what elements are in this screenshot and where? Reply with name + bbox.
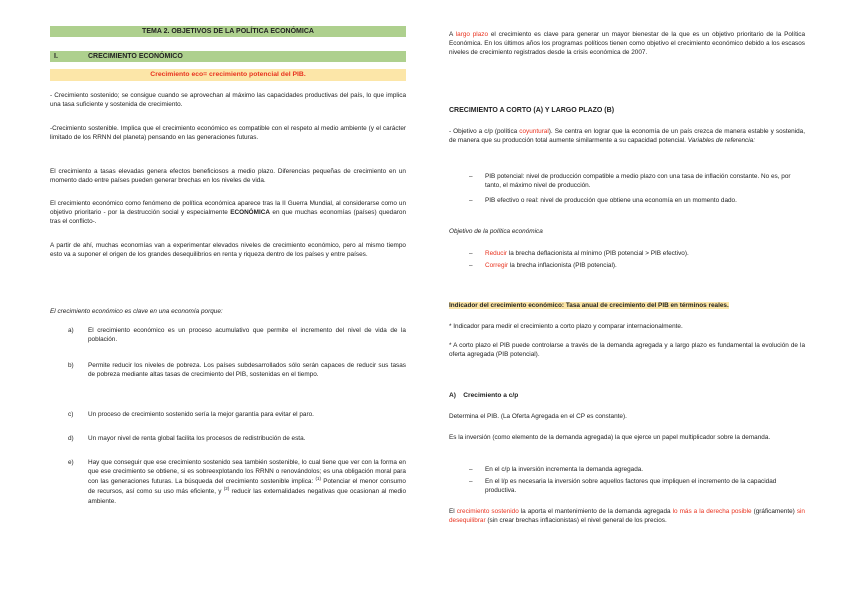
highlight-text: Corregir: [485, 262, 509, 269]
paragraph-sostenible: -Crecimiento sostenible. Implica que el crecimiento económico es compatible con el respeto al medio ambiente (y el carácter limitado de los RRNN del planeta) pensando en las generaciones futuras.: [50, 125, 406, 142]
text: A: [449, 31, 456, 38]
list-marker: c): [68, 411, 74, 418]
list-text: [485, 249, 803, 258]
list-text: [88, 458, 406, 506]
list-text: PIB efectivo o real: nivel de producción que obtiene una economía en un momento dado.: [485, 197, 737, 204]
list-text: Un proceso de crecimiento sostenido sería la mejor garantía para evitar el paro.: [88, 411, 314, 418]
subheading-text: Crecimiento a c/p: [463, 392, 519, 399]
list-marker: b): [68, 362, 74, 369]
highlight-text: crecimiento sostenido: [456, 508, 519, 515]
text: el crecimiento es clave para generar un mayor bienestar de la que es un objetivo prioritario de la Política Económica. En los últimos años los programas políticos tienen como objetivo el crecimiento económico debido a los escasos niveles de crecimiento registrados desde la crisis económica de 2007.: [449, 31, 806, 57]
list-text: Un mayor nivel de renta global facilita los procesos de redistribución de esta.: [88, 435, 306, 442]
text: en que muchas economías (países) quedaron tras el conflicto-.: [50, 209, 407, 226]
paragraph-inversion: Es la inversión (como elemento de la demanda agregada) la que ejerce un papel multiplicador sobre la demanda.: [449, 434, 771, 441]
text: la brecha inflacionista (PIB potencial).: [508, 262, 617, 269]
highlight-text: Indicador del crecimiento económico: Tasa anual de crecimiento del PIB en términos reales.: [449, 302, 729, 309]
highlight-text: coyuntural: [519, 128, 549, 135]
section-title: CRECIMIENTO ECONÓMICO: [88, 53, 183, 60]
paragraph-guerra: [50, 199, 406, 226]
text: (gráficamente): [751, 508, 797, 515]
list-marker: –: [469, 466, 473, 473]
list-text: El crecimiento económico es un proceso acumulativo que permite el incremento del nivel de vida de la población.: [88, 327, 406, 344]
objective-label: Objetivo de la política económica: [449, 228, 543, 235]
paragraph-largo-plazo: [449, 30, 805, 57]
list-marker: –: [469, 197, 473, 204]
subheading-marker: A): [449, 392, 456, 399]
superscript: (1): [315, 476, 321, 482]
bold-text: ECONÓMICA: [230, 209, 270, 217]
highlight-text: largo plazo: [455, 31, 489, 38]
section-number: I.: [54, 53, 58, 60]
text: la aporta el mantenimiento de la demanda agregada: [518, 508, 673, 515]
list-text: PIB potencial: nivel de producción compatible a medio plazo con una tasa de inflación constante. No es, por tanto, el máximo nivel de producción.: [485, 173, 791, 190]
highlight-text: lo más a la derecha posible: [672, 508, 752, 515]
paragraph-clave: El crecimiento económico es clave en una economía porque:: [50, 308, 223, 315]
paragraph-sostenido: - Crecimiento sostenido; se consigue cuando se aprovechan al máximo las capacidades productivas del país, lo que implica una tasa suficiente y sostenida de crecimiento.: [50, 92, 406, 109]
section-header: [50, 51, 406, 62]
list-text: En el l/p es necesaria la inversión sobre aquellos factores que impliquen el incremento de la capacidad productiva.: [485, 478, 777, 495]
list-text: Permite reducir los niveles de pobreza. Los países subdesarrollados sólo serán capaces de reducir sus tasas de pobreza mediante altas tasas de crecimiento del PIB, sostenidas en el tiempo.: [88, 362, 406, 379]
subtitle-highlight: Crecimiento eco= crecimiento potencial del PIB.: [50, 69, 406, 81]
heading-corto-largo: CRECIMIENTO A CORTO (A) Y LARGO PLAZO (B): [449, 107, 615, 114]
text: El crecimiento económico como fenómeno de política económica aparece tras la II Guerra Mundial, al considerarse como un objetivo prioritario - por la destrucción social y especialmente: [50, 200, 406, 217]
text: reducir las externalidades negativas que ocasionan al medio ambiente.: [88, 488, 407, 505]
text: Hay que conseguir que ese crecimiento sostenido sea también sostenible, lo cual tiene que ver con la forma en que ese crecimiento se obtiene, si es sobreexplotando los RRNN o renovándolos; es una obligación moral para con las generaciones futuras. La búsqueda del crecimiento sostenible implica:: [88, 459, 406, 486]
paragraph-desequilibrios: A partir de ahí, muchas economías van a experimentar elevados niveles de crecimiento económico, pero al mismo tiempo esto va a suponer el origen de los grandes desequilibrios en renta y riqueza dentro de los países y entre países.: [50, 242, 406, 259]
paragraph-corto-plazo: * A corto plazo el PIB puede controlarse a través de la demanda agregada y a largo plazo es fundamental la evolución de la oferta agregada (PIB potencial).: [449, 342, 805, 359]
list-text: En el c/p la inversión incrementa la demanda agregada.: [485, 466, 644, 473]
list-marker: d): [68, 435, 74, 442]
list-marker: e): [68, 459, 74, 466]
list-marker: –: [469, 262, 473, 269]
highlight-text: Reducir: [485, 250, 508, 257]
text: - Objetivo a c/p (política: [449, 128, 520, 135]
paragraph-objetivo-cp: [449, 127, 805, 145]
list-marker: –: [469, 173, 473, 180]
list-marker: –: [469, 250, 473, 257]
list-marker: a): [68, 327, 74, 334]
highlight-text: sin desequilibrar: [449, 508, 805, 525]
italic-text: Variables de referencia:: [687, 137, 755, 145]
paragraph-sostenido-demanda: [449, 507, 805, 525]
indicator-highlight: [449, 301, 805, 310]
list-text: [485, 261, 803, 270]
list-marker: –: [469, 478, 473, 485]
superscript: (2): [223, 486, 230, 492]
text: ). Se centra en lograr que la economía de un país crezca de manera estable y sostenida, de manera que su producción total aumente similarmente a su capacidad potencial.: [449, 128, 806, 145]
text: Potenciar el menor consumo de recursos, así como su uso más eficiente, y: [88, 478, 406, 496]
paragraph-indicador: * Indicador para medir el crecimiento a corto plazo y comparar internacionalmente.: [449, 323, 683, 330]
text: (sin crear brechas inflacionistas) el nivel general de los precios.: [485, 517, 667, 525]
paragraph-determina: Determina el PIB. (La Oferta Agregada en el CP es constante).: [449, 413, 627, 420]
text: la brecha deflacionista al mínimo (PIB potencial > PIB efectivo).: [507, 250, 689, 257]
subheading-crecimiento-cp: [449, 391, 518, 400]
text: El: [449, 508, 457, 515]
paragraph-tasas: El crecimiento a tasas elevadas genera efectos beneficiosos a medio plazo. Diferencias pequeñas de crecimiento en un momento dado entre países pueden generar brechas en los niveles de vida.: [50, 168, 406, 185]
page-title: TEMA 2. OBJETIVOS DE LA POLÍTICA ECONÓMICA: [50, 26, 406, 37]
